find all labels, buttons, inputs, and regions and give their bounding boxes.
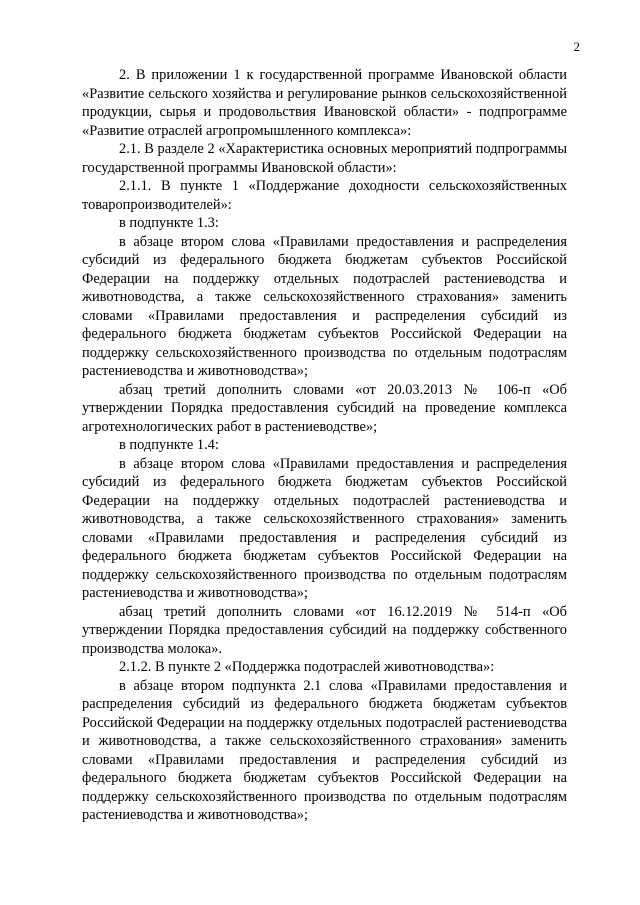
- document-body: [82, 66, 567, 825]
- paragraph-subpoint-1-4: в подпункте 1.4:: [119, 437, 219, 453]
- paragraph-subpoint-1-3: в подпункте 1.3:: [119, 215, 219, 231]
- paragraph-subitem-2-1: 2.1. В разделе 2 «Характеристика основных мероприятий подпрограммы государственной программы Ивановской области»:: [82, 141, 567, 176]
- paragraph-2-1-abzac-2: в абзаце втором подпункта 2.1 слова «Правилами предоставления и распределения субсидий из федерального бюджета бюджетам субъектов Российской Федерации на поддержку отдельных подотраслей растениеводства и животноводства, а также сельскохозяйственного страхования» заменить словами «Правилами предоставления и распределения субсидий из федерального бюджета бюджетам субъектов Российской Федерации на поддержку сельскохозяйственного производства по отдельным подотраслям растениеводства и животноводства»;: [82, 677, 567, 823]
- page-number: 2: [573, 39, 580, 54]
- paragraph-subitem-2-1-2: 2.1.2. В пункте 2 «Поддержка подотраслей животноводства»:: [119, 659, 495, 675]
- paragraph-1-3-abzac-2: в абзаце втором слова «Правилами предоставления и распределения субсидий из федерального бюджета бюджетам субъектов Российской Федерации на поддержку отдельных подотраслей растениеводства и животноводства, а также сельскохозяйственного страхования» заменить словами «Правилами предоставления и распределения субсидий из федерального бюджета бюджетам субъектов Российской Федерации на поддержку сельскохозяйственного производства по отдельным подотраслям растениеводства и животноводства»;: [82, 233, 567, 379]
- paragraph-1-3-abzac-3: абзац третий дополнить словами «от 20.03.2013 № 106-п «Об утверждении Порядка предоставления субсидий на проведение комплекса агротехнологических работ в растениеводстве»;: [82, 381, 567, 435]
- paragraph-item-2: 2. В приложении 1 к государственной программе Ивановской области «Развитие сельского хозяйства и регулирование рынков сельскохозяйственной продукции, сырья и продовольствия Ивановской области» - подпрограмме «Развитие отраслей агропромышленного комплекса»:: [82, 67, 567, 139]
- paragraph-subitem-2-1-1: 2.1.1. В пункте 1 «Поддержание доходности сельскохозяйственных товаропроизводителей»:: [82, 178, 567, 213]
- paragraph-1-4-abzac-3: абзац третий дополнить словами «от 16.12.2019 № 514-п «Об утверждении Порядка предоставления субсидий на поддержку собственного производства молока».: [82, 603, 567, 657]
- paragraph-1-4-abzac-2: в абзаце втором слова «Правилами предоставления и распределения субсидий из федерального бюджета бюджетам субъектов Российской Федерации на поддержку отдельных подотраслей растениеводства и животноводства, а также сельскохозяйственного страхования» заменить словами «Правилами предоставления и распределения субсидий из федерального бюджета бюджетам субъектов Российской Федерации на поддержку сельскохозяйственного производства по отдельным подотраслям растениеводства и животноводства»;: [82, 455, 567, 601]
